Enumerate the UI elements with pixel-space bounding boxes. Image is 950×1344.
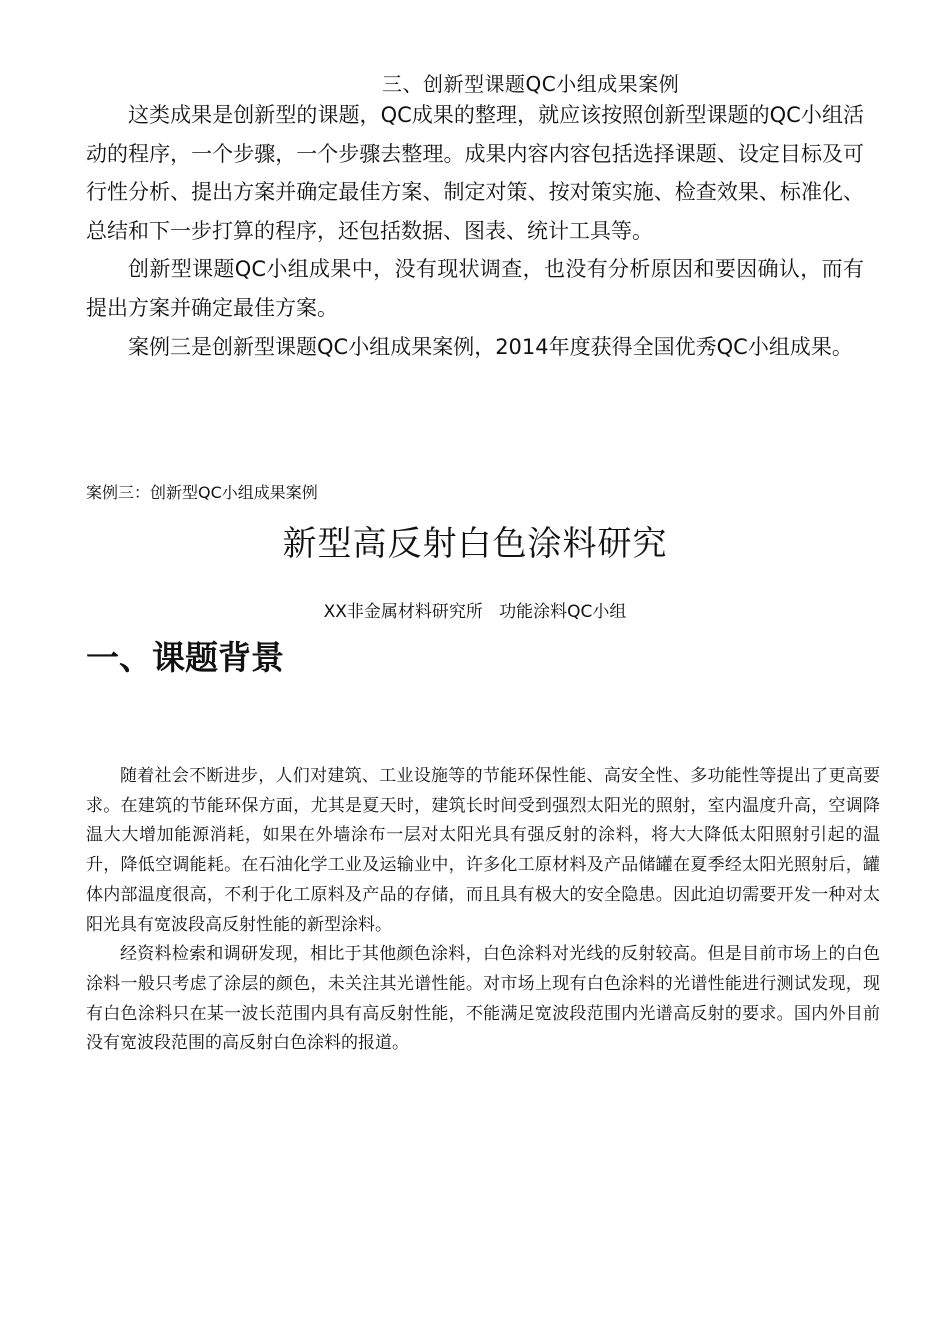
section-heading: 三、创新型课题QC小组成果案例 (382, 72, 680, 96)
intro-paragraph: 创新型课题QC小组成果中，没有现状调查，也没有分析原因和要因确认，而有提出方案并确定最佳方案。 (86, 257, 864, 320)
body-paragraph: 随着社会不断进步，人们对建筑、工业设施等的节能环保性能、高安全性、多功能性等提出了更高要求。在建筑的节能环保方面，尤其是夏天时，建筑长时间受到强烈太阳光的照射，室内温度升高，空调降温大大增加能源消耗，如果在外墙涂布一层对太阳光具有强反射的涂料，将大大降低太阳照射引起的温升，降低空调能耗。在石油化学工业及运输业中，许多化工原材料及产品储罐在夏季经太阳光照射后，罐体内部温度很高，不利于化工原料及产品的存储，而且具有极大的安全隐患。因此迫切需要开发一种对太阳光具有宽波段高反射性能的新型涂料。 (86, 766, 880, 935)
report-title: 新型高反射白色涂料研究 (282, 524, 668, 564)
intro-text (86, 96, 864, 366)
intro-paragraph: 这类成果是创新型的课题，QC成果的整理，就应该按照创新型课题的QC小组活动的程序，一个步骤，一个步骤去整理。成果内容内容包括选择课题、设定目标及可行性分析、提出方案并确定最佳方案、制定对策、按对策实施、检查效果、标准化、总结和下一步打算的程序，还包括数据、图表、统计工具等。 (86, 103, 864, 243)
organization-line: XX非金属材料研究所 功能涂料QC小组 (323, 602, 627, 622)
background-text (86, 762, 880, 1059)
chapter-heading: 一、课题背景 (86, 638, 284, 677)
intro-paragraph: 案例三是创新型课题QC小组成果案例，2014年度获得全国优秀QC小组成果。 (128, 334, 853, 359)
case-label: 案例三：创新型QC小组成果案例 (86, 483, 318, 502)
body-paragraph: 经资料检索和调研发现，相比于其他颜色涂料，白色涂料对光线的反射较高。但是目前市场上的白色涂料一般只考虑了涂层的颜色，未关注其光谱性能。对市场上现有白色涂料的光谱性能进行测试发现，现有白色涂料只在某一波长范围内具有高反射性能，不能满足宽波段范围内光谱高反射的要求。国内外目前没有宽波段范围的高反射白色涂料的报道。 (86, 944, 880, 1054)
